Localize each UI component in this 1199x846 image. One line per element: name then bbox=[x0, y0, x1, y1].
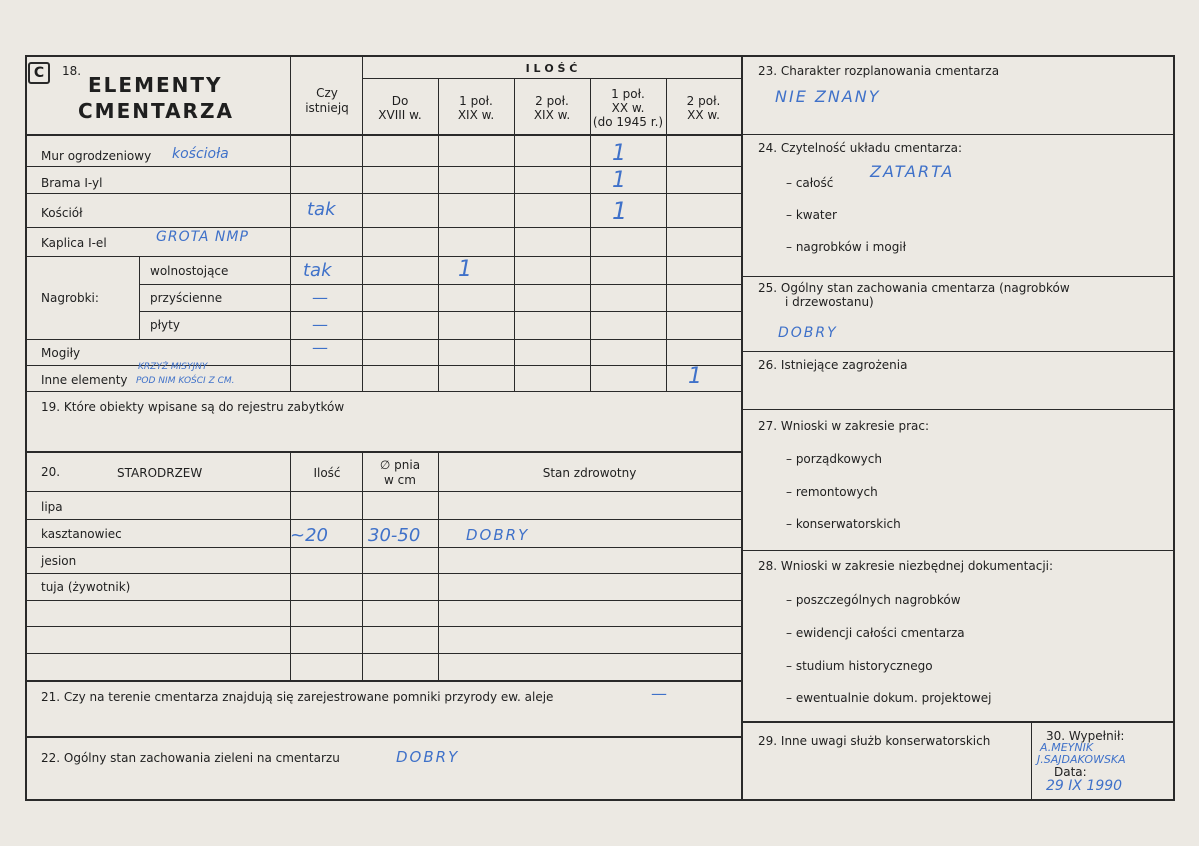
section-c-box: C bbox=[28, 62, 50, 84]
hw-kaplica-note: GROTA NMP bbox=[156, 229, 249, 245]
starodrzew-ilosc-header: Ilość bbox=[313, 466, 341, 480]
section-23: 23. Charakter rozplanowania cmentarza bbox=[758, 64, 1000, 78]
hw-kasztan-ilosc: ~20 bbox=[290, 525, 328, 546]
row-przyscienne: przyścienne bbox=[150, 291, 223, 305]
tree-tuja: tuja (żywotnik) bbox=[41, 580, 131, 594]
hw-plyty-dash: — bbox=[312, 315, 328, 334]
col-2pol-xx-1: 2 poł. bbox=[686, 94, 721, 108]
s28-studium: – studium historycznego bbox=[786, 659, 933, 673]
section-25-line1: 25. Ogólny stan zachowania cmentarza (nagrobków bbox=[758, 281, 1070, 295]
section-20-number: 20. bbox=[41, 465, 61, 479]
row-inne: Inne elementy bbox=[41, 373, 128, 387]
section-20-title: STARODRZEW bbox=[117, 466, 203, 480]
s24-kwater: – kwater bbox=[786, 208, 837, 222]
s27-porzadkowych: – porządkowych bbox=[786, 452, 882, 466]
istnieje-label: istniejq bbox=[305, 101, 349, 115]
hw-inne-val: 1 bbox=[688, 364, 702, 389]
hw-brama-val: 1 bbox=[612, 168, 626, 193]
col-1pol-xx-3: (do 1945 r.) bbox=[592, 115, 664, 129]
czy-label: Czy bbox=[316, 86, 338, 100]
s28-ewidencji: – ewidencji całości cmentarza bbox=[786, 626, 965, 640]
row-brama: Brama I-yl bbox=[41, 176, 103, 190]
col-do-xviii-1: Do bbox=[391, 94, 409, 108]
hw-s25-val: DOBRY bbox=[778, 325, 838, 341]
col-do-xviii-2: XVIII w. bbox=[378, 108, 422, 122]
hw-mur-val: 1 bbox=[612, 141, 626, 166]
starodrzew-pnia-header-2: w cm bbox=[384, 473, 416, 487]
hw-inne-note-1: KRZYŻ MISYJNY bbox=[138, 362, 208, 372]
s27-remontowych: – remontowych bbox=[786, 485, 878, 499]
ilosc-header: I L O Ś Ć bbox=[525, 62, 578, 75]
hw-wolno-tak: tak bbox=[303, 260, 332, 281]
row-kosciol: Kościół bbox=[41, 206, 83, 220]
section-18-number: 18. bbox=[62, 64, 82, 78]
hw-mogily-dash: — bbox=[312, 338, 328, 357]
tree-kasztanowiec: kasztanowiec bbox=[41, 527, 122, 541]
col-2pol-xix-1: 2 poł. bbox=[535, 94, 569, 108]
tree-lipa: lipa bbox=[41, 500, 63, 514]
row-nagrobki: Nagrobki: bbox=[41, 291, 99, 305]
hw-mur-note: kościoła bbox=[172, 146, 229, 162]
section-30-label: 30. Wypełnił: bbox=[1046, 729, 1125, 743]
starodrzew-pnia-header-1: ∅ pnia bbox=[379, 458, 421, 472]
s28-nagrobkow: – poszczególnych nagrobków bbox=[786, 593, 961, 607]
section-24-title: 24. Czytelność układu cmentarza: bbox=[758, 141, 963, 155]
row-mur: Mur ogrodzeniowy bbox=[41, 149, 152, 163]
s24-nagrobkow: – nagrobków i mogił bbox=[786, 240, 907, 254]
hw-kosciol-val: 1 bbox=[612, 197, 628, 225]
starodrzew-stan-header: Stan zdrowotny bbox=[542, 466, 637, 480]
hw-inne-note-2: POD NIM KOŚCI Z CM. bbox=[136, 376, 235, 386]
hw-kosciol-tak: tak bbox=[307, 199, 336, 220]
hw-s24-val: ZATARTA bbox=[870, 162, 955, 181]
section-18-title-2: CMENTARZA bbox=[78, 99, 234, 123]
section-29: 29. Inne uwagi służb konserwatorskich bbox=[758, 734, 991, 748]
col-1pol-xx-2: XX w. bbox=[611, 101, 645, 115]
col-1pol-xix-2: XIX w. bbox=[457, 108, 495, 122]
section-26: 26. Istniejące zagrożenia bbox=[758, 358, 908, 372]
tree-jesion: jesion bbox=[41, 554, 77, 568]
row-wolnostojace: wolnostojące bbox=[150, 264, 229, 278]
col-1pol-xix-1: 1 poł. bbox=[459, 94, 493, 108]
col-1pol-xx-1: 1 poł. bbox=[611, 87, 645, 101]
s27-konserwatorskich: – konserwatorskich bbox=[786, 517, 901, 531]
row-kaplica: Kaplica I-el bbox=[41, 236, 107, 250]
hw-kasztan-stan: DOBRY bbox=[466, 526, 530, 544]
section-27-title: 27. Wnioski w zakresie prac: bbox=[758, 419, 930, 433]
hw-s23-val: NIE ZNANY bbox=[775, 87, 881, 106]
section-28-title: 28. Wnioski w zakresie niezbędnej dokumentacji: bbox=[758, 559, 1054, 573]
section-30-data: Data: bbox=[1054, 765, 1087, 779]
row-mogily: Mogiły bbox=[41, 346, 81, 360]
section-21: 21. Czy na terenie cmentarza znajdują się zarejestrowane pomniki przyrody ew. aleje bbox=[41, 690, 554, 704]
hw-s21-dash: — bbox=[651, 684, 667, 703]
hw-przys-dash: — bbox=[312, 288, 328, 307]
col-2pol-xix-2: XIX w. bbox=[533, 108, 571, 122]
hw-s22-val: DOBRY bbox=[396, 748, 460, 766]
row-plyty: płyty bbox=[150, 318, 180, 332]
hw-date: 29 IX 1990 bbox=[1046, 778, 1123, 794]
hw-wolno-val: 1 bbox=[458, 257, 472, 282]
s28-projektowej: – ewentualnie dokum. projektowej bbox=[786, 691, 992, 705]
s24-calosc: – całość bbox=[786, 176, 834, 190]
hw-filler-1: A.MEYNIK bbox=[1040, 741, 1094, 754]
col-2pol-xx-2: XX w. bbox=[687, 108, 720, 122]
section-19: 19. Które obiekty wpisane są do rejestru zabytków bbox=[41, 400, 345, 414]
hw-filler-2: J.SAJDAKOWSKA bbox=[1037, 753, 1126, 766]
section-22: 22. Ogólny stan zachowania zieleni na cmentarzu bbox=[41, 751, 340, 765]
section-25-line2: i drzewostanu) bbox=[785, 295, 874, 309]
hw-kasztan-pnia: 30-50 bbox=[368, 525, 421, 546]
section-18-title-1: ELEMENTY bbox=[88, 73, 223, 97]
